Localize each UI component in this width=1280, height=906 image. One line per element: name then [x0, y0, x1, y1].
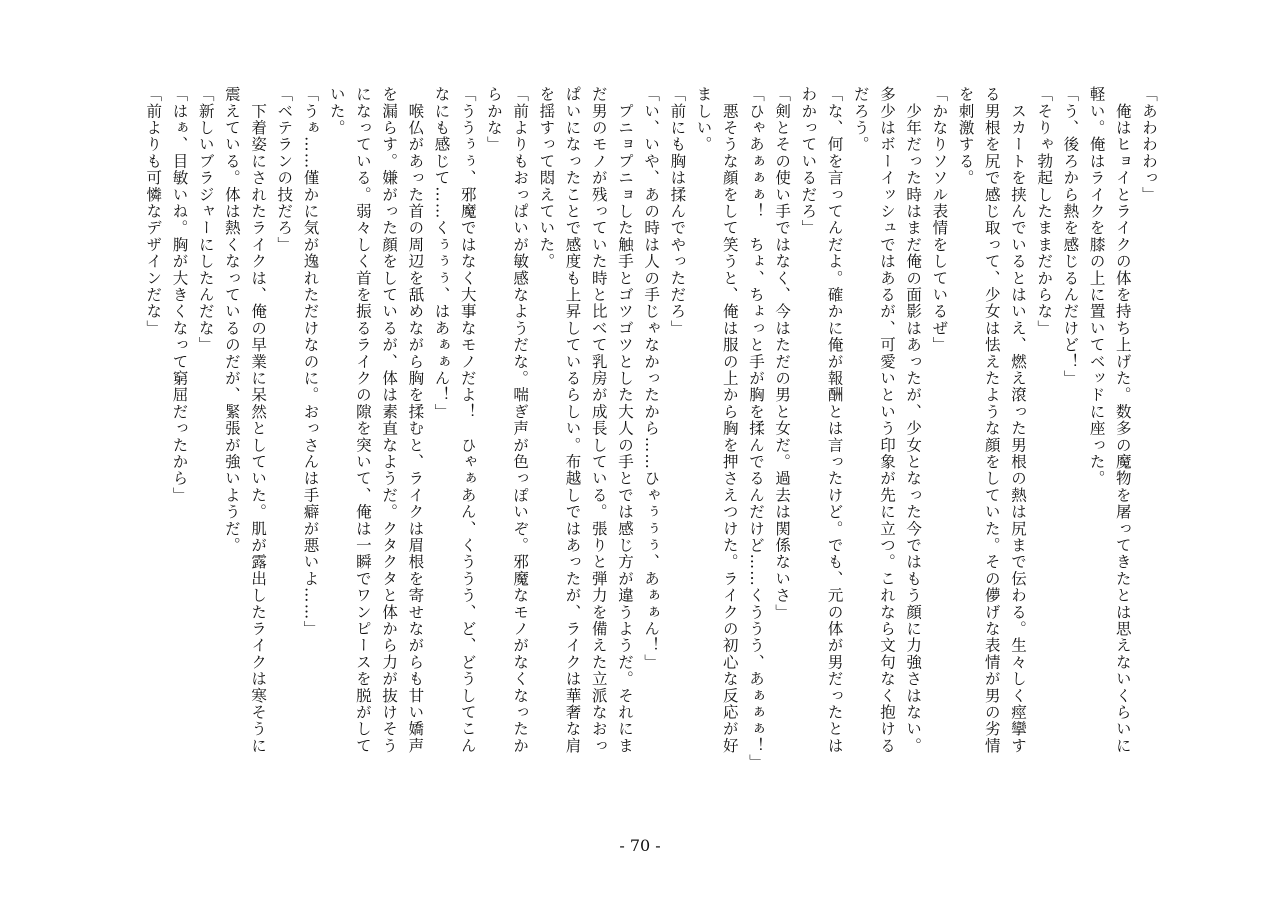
vertical-text-body — [112, 86, 1162, 818]
text-line: スカートを挟んでいるとはいえ、燃え滾った男根の熱は尻まで伝わる。生々しく痙攣す — [1008, 86, 1027, 755]
text-line: 下着姿にされたライクは、俺の早業に呆然としていた。肌が露出したライクは寒そうに — [249, 86, 268, 754]
text-line: 少年だった時はまだ俺の面影はあったが、少女となった今ではもう顔に力強さはない。 — [904, 86, 923, 754]
text-line: なにも感じて……くぅぅぅ、はあぁぁん！」 — [432, 86, 451, 420]
text-line: 「前にも胸は揉んでやっただろ」 — [668, 86, 687, 337]
text-line: 「あわわわっ」 — [1140, 86, 1158, 203]
text-line: 「はぁ、目敏いね。胸が大きくなって窮屈だったから」 — [170, 86, 189, 504]
text-line: 悪そうな顔をして笑うと、俺は服の上から胸を押さえつけた。ライクの初心な反応が好 — [720, 86, 739, 754]
text-line: 多少はボーイッシュではあるが、可愛いという印象が先に立つ。これなら文句なく抱ける — [877, 86, 896, 754]
text-line: る男根を尻で感じ取って、少女は怯えたような顔をしていた。その儚げな表情が男の劣情 — [982, 86, 1001, 754]
text-line: プニョプニョした触手とゴツゴツとした大人の手とでは感じ方が違うようだ。それにま — [615, 86, 634, 754]
text-line: を揺すって悶えていた。 — [537, 86, 556, 270]
text-line: 「ひゃあぁぁぁ！ ちょ、ちょっと手が胸を揉んでるんだけど……くううう、あぁぁぁ！」 — [746, 86, 765, 771]
text-line: いた。 — [327, 86, 346, 137]
text-line: ましい。 — [694, 86, 713, 153]
text-line: 「新しいブラジャーにしたんだな」 — [196, 86, 215, 354]
text-line: 「剣とその使い手ではなく、今はただの男と女だ。過去は関係ないさ」 — [773, 86, 792, 621]
text-line: 俺はヒョイとライクの体を持ち上げた。数多の魔物を屠ってきたとは思えないくらいに — [1113, 86, 1132, 754]
text-line: 「そりゃ勃起したままだからな」 — [1035, 86, 1054, 337]
text-line: 「な、何を言ってんだよ。確かに俺が報酬とは言ったけど。でも、元の体が男だったとは — [825, 86, 844, 754]
text-line: 震えている。体は熱くなっているのだが、緊張が強いようだ。 — [222, 86, 241, 554]
text-line: になっている。弱々しく首を振るライクの隙を突いて、俺は一瞬でワンピースを脱がして — [353, 86, 372, 754]
text-line: 「うぁ……僅かに気が逸れただけなのに。おっさんは手癖が悪いよ……」 — [301, 86, 320, 638]
text-line: ぱいになったことで感度も上昇しているらしい。布越しではあったが、ライクは華奢な肩 — [563, 86, 582, 754]
page-number: - 70 - — [619, 836, 661, 855]
text-line: だ男のモノが残っていた時と比べて乳房が成長している。張りと弾力を備えた立派なおっ — [589, 86, 608, 754]
text-line: を漏らす。嫌がった顔をしているが、体は素直なようだ。クタクタと体から力が抜けそう — [380, 86, 399, 754]
text-line: 「う、後ろから熱を感じるんだけど！」 — [1061, 86, 1080, 387]
text-line: 喉仏があった首の周辺を舐めながら胸を揉むと、ライクは眉根を寄せながらも甘い嬌声 — [406, 86, 425, 754]
text-line: 「前よりも可憐なデザインだな」 — [144, 86, 163, 337]
text-line: わかっているだろ」 — [799, 86, 818, 237]
text-line: 「前よりもおっぱいが敏感なようだな。喘ぎ声が色っぽいぞ。邪魔なモノがなくなったか — [511, 86, 530, 754]
text-line: 「い、いや、あの時は人の手じゃなかったから……ひゃぅぅぅ、あぁぁん！」 — [642, 86, 661, 671]
text-line: 「ベテランの技だろ」 — [275, 86, 294, 253]
text-line: だろう。 — [851, 86, 870, 153]
text-line: 「ううぅぅ、邪魔ではなく大事なモノだよ！ ひゃぁあん、くううう、ど、どうしてこん — [458, 86, 477, 754]
text-line: 「かなりソソル表情をしているぜ」 — [930, 86, 949, 354]
text-line: を刺激する。 — [956, 86, 975, 187]
text-line: 軽い。俺はライクを膝の上に置いてベッドに座った。 — [1087, 86, 1106, 487]
text-line: らかな」 — [484, 86, 503, 153]
